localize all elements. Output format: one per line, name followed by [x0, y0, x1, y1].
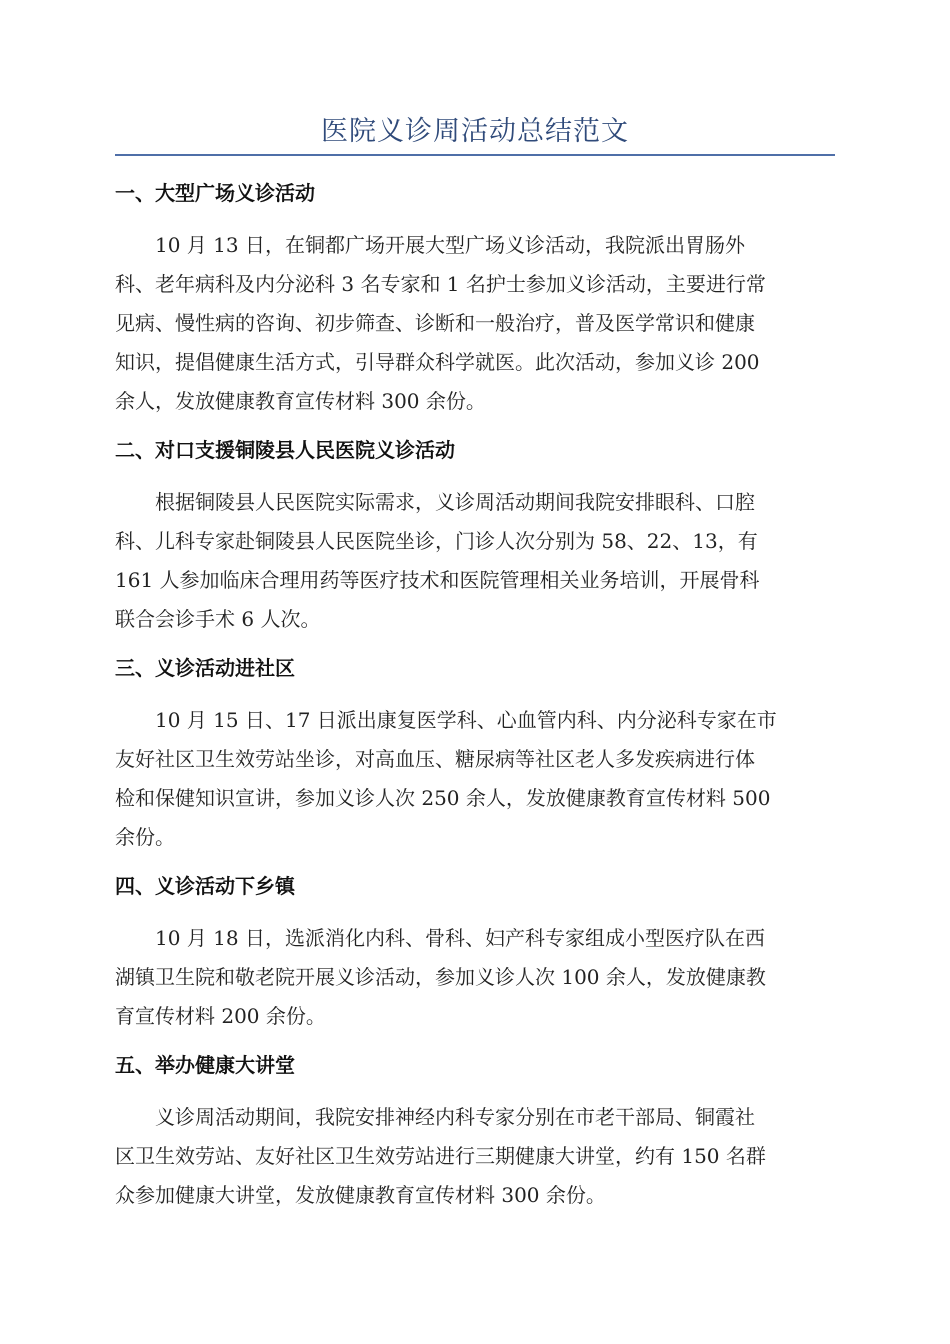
paragraph-line: 10 月 18 日，选派消化内科、骨科、妇产科专家组成小型医疗队在西 — [155, 926, 765, 950]
section-5 — [115, 1050, 835, 1215]
section-heading: 三、义诊活动进社区 — [115, 656, 295, 680]
paragraph-line: 余人，发放健康教育宣传材料 300 余份。 — [115, 389, 486, 413]
paragraph-line: 友好社区卫生效劳站坐诊，对高血压、糖尿病等社区老人多发疾病进行体 — [115, 747, 755, 771]
section-1 — [115, 178, 835, 421]
paragraph-line: 区卫生效劳站、友好社区卫生效劳站进行三期健康大讲堂，约有 150 名群 — [115, 1144, 766, 1168]
document-title: 医院义诊周活动总结范文 — [321, 116, 629, 147]
paragraph-line: 众参加健康大讲堂，发放健康教育宣传材料 300 余份。 — [115, 1183, 606, 1207]
paragraph-line: 余份。 — [115, 825, 175, 849]
paragraph-line: 科、儿科专家赴铜陵县人民医院坐诊，门诊人次分别为 58、22、13，有 — [115, 529, 758, 553]
paragraph-line: 根据铜陵县人民医院实际需求，义诊周活动期间我院安排眼科、口腔 — [155, 490, 755, 514]
paragraph-line: 见病、慢性病的咨询、初步筛查、诊断和一般治疗，普及医学常识和健康 — [115, 311, 755, 335]
paragraph-line: 科、老年病科及内分泌科 3 名专家和 1 名护士参加义诊活动，主要进行常 — [115, 272, 766, 296]
section-paragraph — [115, 483, 835, 639]
paragraph-line: 联合会诊手术 6 人次。 — [115, 607, 321, 631]
paragraph-line: 湖镇卫生院和敬老院开展义诊活动，参加义诊人次 100 余人，发放健康教 — [115, 965, 766, 989]
section-heading: 五、举办健康大讲堂 — [115, 1053, 295, 1077]
section-2 — [115, 435, 835, 639]
paragraph-line: 10 月 15 日、17 日派出康复医学科、心血管内科、内分泌科专家在市 — [155, 708, 777, 732]
section-4 — [115, 871, 835, 1036]
paragraph-line: 育宣传材料 200 余份。 — [115, 1004, 326, 1028]
section-heading: 四、义诊活动下乡镇 — [115, 874, 295, 898]
paragraph-line: 161 人参加临床合理用药等医疗技术和医院管理相关业务培训，开展骨科 — [115, 568, 760, 592]
section-3 — [115, 653, 835, 857]
section-paragraph — [115, 226, 835, 421]
section-paragraph — [115, 1098, 835, 1215]
title-divider — [115, 154, 835, 156]
section-heading: 一、大型广场义诊活动 — [115, 181, 315, 205]
paragraph-line: 义诊周活动期间，我院安排神经内科专家分别在市老干部局、铜霞社 — [155, 1105, 755, 1129]
paragraph-line: 检和保健知识宣讲，参加义诊人次 250 余人，发放健康教育宣传材料 500 — [115, 786, 771, 810]
paragraph-line: 知识，提倡健康生活方式，引导群众科学就医。此次活动，参加义诊 200 — [115, 350, 760, 374]
document-body — [115, 178, 835, 1229]
section-paragraph — [115, 919, 835, 1036]
section-paragraph — [115, 701, 835, 857]
paragraph-line: 10 月 13 日，在铜都广场开展大型广场义诊活动，我院派出胃肠外 — [155, 233, 745, 257]
section-heading: 二、对口支援铜陵县人民医院义诊活动 — [115, 438, 455, 462]
